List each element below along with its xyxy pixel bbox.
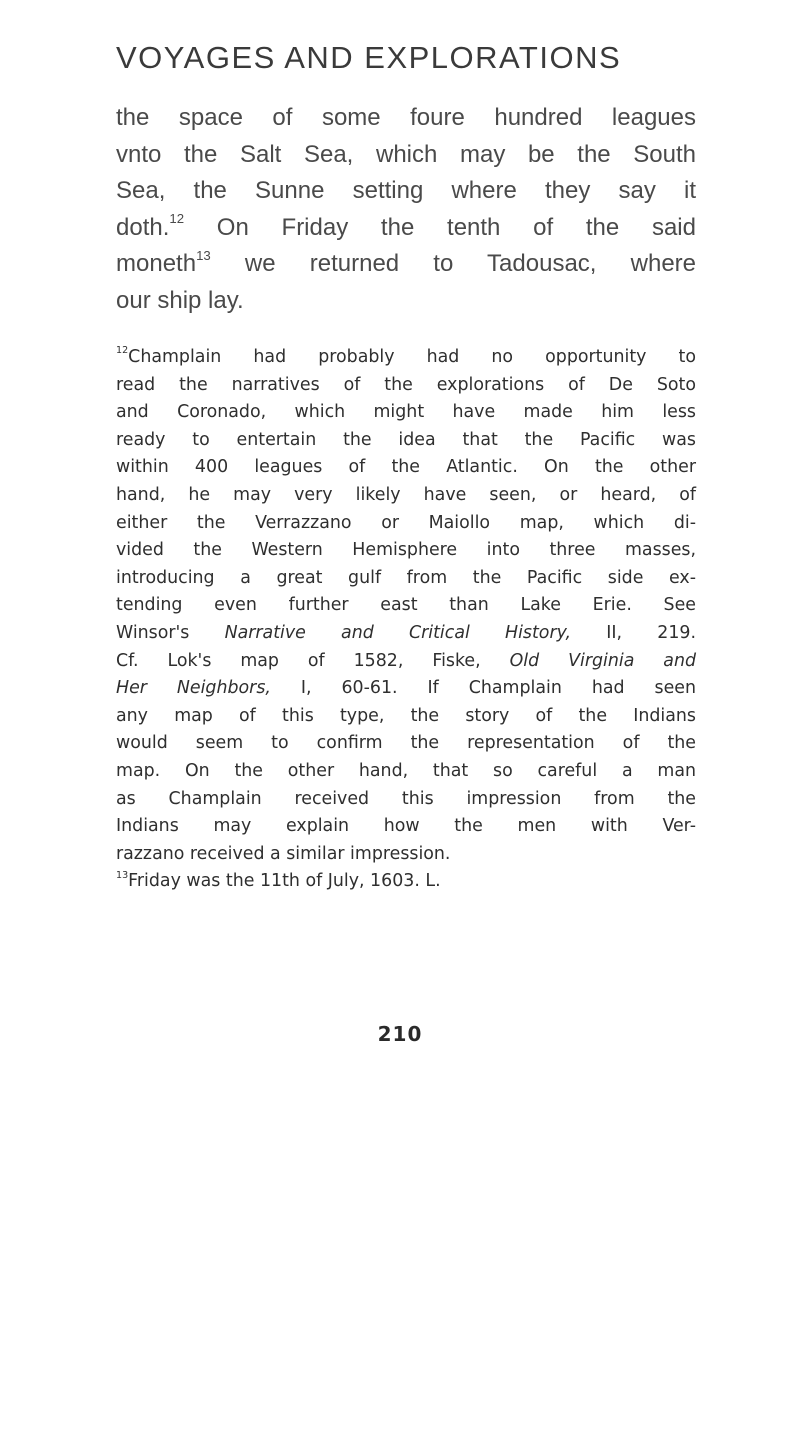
footnote-line: either the Verrazzano or Maiollo map, which di- [116,512,696,533]
footnote-line: as Champlain received this impression from the [116,788,696,809]
footnote-line [116,675,696,703]
footnote-text: Winsor's [116,622,225,643]
footnote-line [116,868,696,896]
footnote-line: hand, he may very likely have seen, or heard, of [116,484,696,505]
footnote-line: razzano received a similar impression. [116,843,451,864]
footnote-marker: 13 [116,869,129,881]
footnote-marker: 12 [116,345,129,357]
footnote-line: Indians may explain how the men with Ver- [116,816,696,837]
body-line-text: On Friday the tenth of the said [184,213,696,241]
footnote-text: II, 219. [571,622,696,643]
footnote-ref: 12 [169,211,185,227]
footnote-line: would seem to confirm the representation of the [116,733,696,754]
body-line-text: we returned to Tadousac, where [210,250,696,278]
body-line: the space of some foure hundred leagues [116,104,696,131]
footnote-line [116,648,696,676]
book-title: Narrative and Critical History, [224,622,572,643]
footnote-line [116,344,696,372]
footnote-ref: 13 [196,247,211,263]
footnote-text: Champlain had probably had no opportunity to [128,347,696,367]
body-line [116,246,696,283]
footnote-line: any map of this type, the story of the Indians [116,705,696,726]
footnote-text: Cf. Lok's map of 1582, Fiske, [116,650,510,671]
footnote-line: vided the Western Hemisphere into three masses, [116,540,696,561]
body-line [116,210,696,247]
body-text [116,100,696,320]
footnote-line: tending even further east than Lake Erie. See [116,595,696,616]
page-number: 210 [377,1022,423,1046]
body-line: vnto the Salt Sea, which may be the South [116,140,696,168]
footnote-line: and Coronado, which might have made him less [116,402,696,423]
body-line-text: moneth [116,250,197,278]
footnote-line: map. On the other hand, that so careful a man [116,760,696,781]
body-line-text: doth. [116,213,170,241]
footnote-line: within 400 leagues of the Atlantic. On the other [116,457,696,478]
footnotes [116,344,696,896]
footnote-line: ready to entertain the idea that the Pacific was [116,429,696,450]
footnote-text: I, 60-61. If Champlain had seen [270,678,696,699]
footnote-text: Friday was the 11th of July, 1603. L. [128,871,441,892]
book-title: Her Neighbors, [116,678,271,699]
footnote-line: read the narratives of the explorations of De Soto [116,374,696,395]
body-line: Sea, the Sunne setting where they say it [116,177,696,205]
body-line: our ship lay. [116,286,244,314]
running-head: VOYAGES AND EXPLORATIONS [116,40,622,75]
footnote-line [116,620,696,648]
footnote-line: introducing a great gulf from the Pacific side ex- [116,567,696,588]
book-title: Old Virginia and [509,650,697,671]
